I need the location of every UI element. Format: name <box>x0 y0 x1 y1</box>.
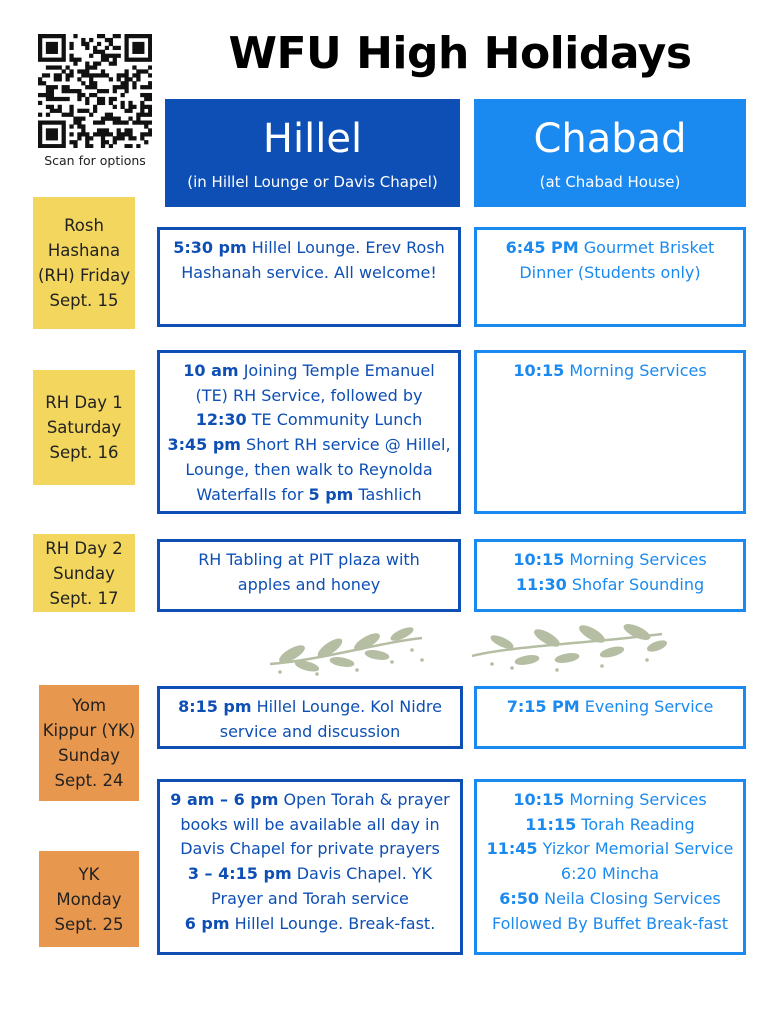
event-text: apples and honey <box>237 574 381 594</box>
chabad-header <box>474 99 746 207</box>
event-line <box>477 359 743 384</box>
day-label-line: Sept. 16 <box>49 443 119 462</box>
day-label-line: RH Day 1 <box>45 393 123 412</box>
day-label-line: Sept. 25 <box>54 914 124 934</box>
event-line <box>160 813 460 838</box>
day-label-line: Sunday <box>53 563 115 583</box>
chabad-yk-monday-event <box>474 779 746 955</box>
day-label-line: Sunday <box>58 746 120 765</box>
day-label-line: Monday <box>56 889 122 909</box>
chabad-rh-day2-event <box>474 539 746 612</box>
chabad-rh-friday-event <box>474 227 746 327</box>
qr-code-pattern <box>38 34 152 148</box>
event-text: Open Torah & prayer <box>278 790 450 809</box>
event-text: Hillel Lounge. Erev Rosh <box>246 238 445 257</box>
day-label-line: Sept. 24 <box>54 771 124 790</box>
hillel-header <box>165 99 460 207</box>
event-time: 11:30 <box>515 574 567 594</box>
event-line <box>160 862 460 887</box>
hillel-rh-day1-event <box>157 350 461 514</box>
hillel-rh-day2-event <box>157 539 461 612</box>
hillel-yk-monday-event <box>157 779 463 955</box>
event-line <box>160 408 458 433</box>
event-time: 10:15 <box>513 790 565 809</box>
event-line <box>477 862 743 887</box>
event-text: Davis Chapel for private prayers <box>180 839 440 859</box>
chabad-yk-sunday-event <box>474 686 746 749</box>
event-text: Davis Chapel. YK <box>291 864 433 884</box>
day-label-yk-monday <box>39 851 139 947</box>
event-line <box>160 384 458 409</box>
event-line <box>160 695 460 720</box>
event-line <box>160 433 458 458</box>
day-label-line: Sept. 15 <box>49 291 119 310</box>
event-text: (TE) RH Service, followed by <box>195 385 423 405</box>
event-time: 5:30 pm <box>173 238 247 257</box>
day-label-line: YK <box>78 864 100 884</box>
event-line <box>160 261 458 286</box>
event-text: Torah Reading <box>576 814 695 834</box>
event-time: 8:15 pm <box>178 697 252 716</box>
event-text: Yizkor Memorial Service <box>537 839 734 859</box>
event-time: 10:15 <box>513 550 565 569</box>
laurel-ornament <box>262 622 682 680</box>
event-text: service and discussion <box>219 721 401 741</box>
event-text: Hashanah service. All welcome! <box>181 262 437 282</box>
event-text: Morning Services <box>564 361 707 380</box>
event-text: Hillel Lounge. Break-fast. <box>229 913 436 933</box>
event-time: 5 pm <box>308 484 354 504</box>
event-text: Followed By Buffet Break-fast <box>491 913 729 933</box>
hillel-yk-sunday-event <box>157 686 463 749</box>
day-label-line: Yom <box>71 696 107 715</box>
event-time: 6:50 <box>499 888 540 908</box>
event-line <box>160 887 460 912</box>
chabad-name: Chabad <box>533 116 687 162</box>
event-text: Short RH service @ Hillel, <box>240 435 451 455</box>
chabad-rh-day1-event <box>474 350 746 514</box>
event-time: 12:30 <box>195 410 247 430</box>
event-time: 11:15 <box>525 814 577 834</box>
event-line <box>477 548 743 573</box>
day-label-rh-day1 <box>33 370 135 485</box>
hillel-subtitle: (in Hillel Lounge or Davis Chapel) <box>187 173 438 191</box>
event-line <box>477 912 743 937</box>
event-line <box>160 458 458 483</box>
day-label-line: Rosh <box>64 216 104 235</box>
event-line <box>477 695 743 720</box>
day-label-line: Hashana <box>47 241 121 260</box>
day-label-line: Kippur (YK) <box>42 721 136 740</box>
event-line <box>477 261 743 286</box>
event-text: Morning Services <box>564 790 707 809</box>
event-line <box>160 483 458 508</box>
event-time: 10 am <box>183 361 239 380</box>
qr-caption: Scan for options <box>44 153 146 168</box>
event-text: Shofar Sounding <box>566 574 705 594</box>
event-text: TE Community Lunch <box>246 410 423 430</box>
page-title: WFU High Holidays <box>228 28 692 79</box>
event-time: 3 – 4:15 pm <box>187 864 292 884</box>
event-text: Joining Temple Emanuel <box>238 361 435 380</box>
event-line <box>477 887 743 912</box>
day-label-yom-kippur <box>39 685 139 801</box>
event-time: 9 am – 6 pm <box>170 790 279 809</box>
event-line <box>477 788 743 813</box>
laurel-right <box>472 622 668 672</box>
qr-code[interactable] <box>38 34 152 148</box>
event-text: Lounge, then walk to Reynolda <box>185 459 433 479</box>
event-line <box>160 837 460 862</box>
day-label-rosh-hashana <box>33 197 135 329</box>
event-text: Prayer and Torah service <box>211 888 409 908</box>
event-line <box>160 359 458 384</box>
event-text: Gourmet Brisket <box>578 238 715 257</box>
chabad-subtitle: (at Chabad House) <box>539 173 681 191</box>
event-text: Dinner (Students only) <box>519 262 701 282</box>
event-line <box>160 573 458 598</box>
event-line <box>160 912 460 937</box>
event-time: 3:45 pm <box>167 435 241 455</box>
event-line <box>477 573 743 598</box>
event-line <box>160 548 458 573</box>
day-label-line: Saturday <box>46 418 122 437</box>
event-text: books will be available all day in <box>180 814 440 834</box>
day-label-rh-day2 <box>33 534 135 612</box>
event-text: Neila Closing Services <box>539 888 721 908</box>
event-line <box>160 788 460 813</box>
hillel-name: Hillel <box>262 116 363 162</box>
day-label-line: (RH) Friday <box>38 266 130 285</box>
event-line <box>477 236 743 261</box>
event-line <box>477 813 743 838</box>
event-text: 6:20 Mincha <box>560 864 660 884</box>
day-label-line: RH Day 2 <box>45 538 123 558</box>
laurel-left <box>270 625 424 675</box>
day-label-line: Sept. 17 <box>49 588 119 608</box>
event-time: 7:15 PM <box>506 697 580 716</box>
event-time: 6 pm <box>184 913 230 933</box>
event-line <box>160 720 460 745</box>
event-text: Hillel Lounge. Kol Nidre <box>251 697 442 716</box>
event-text: Waterfalls for <box>196 484 309 504</box>
event-text: Tashlich <box>353 484 422 504</box>
event-text: Evening Service <box>579 697 714 716</box>
event-time: 6:45 PM <box>505 238 579 257</box>
hillel-rh-friday-event <box>157 227 461 327</box>
event-time: 10:15 <box>513 361 565 380</box>
event-line <box>160 236 458 261</box>
event-time: 11:45 <box>486 839 538 859</box>
event-text: RH Tabling at PIT plaza with <box>198 550 420 569</box>
event-line <box>477 837 743 862</box>
event-text: Morning Services <box>564 550 707 569</box>
